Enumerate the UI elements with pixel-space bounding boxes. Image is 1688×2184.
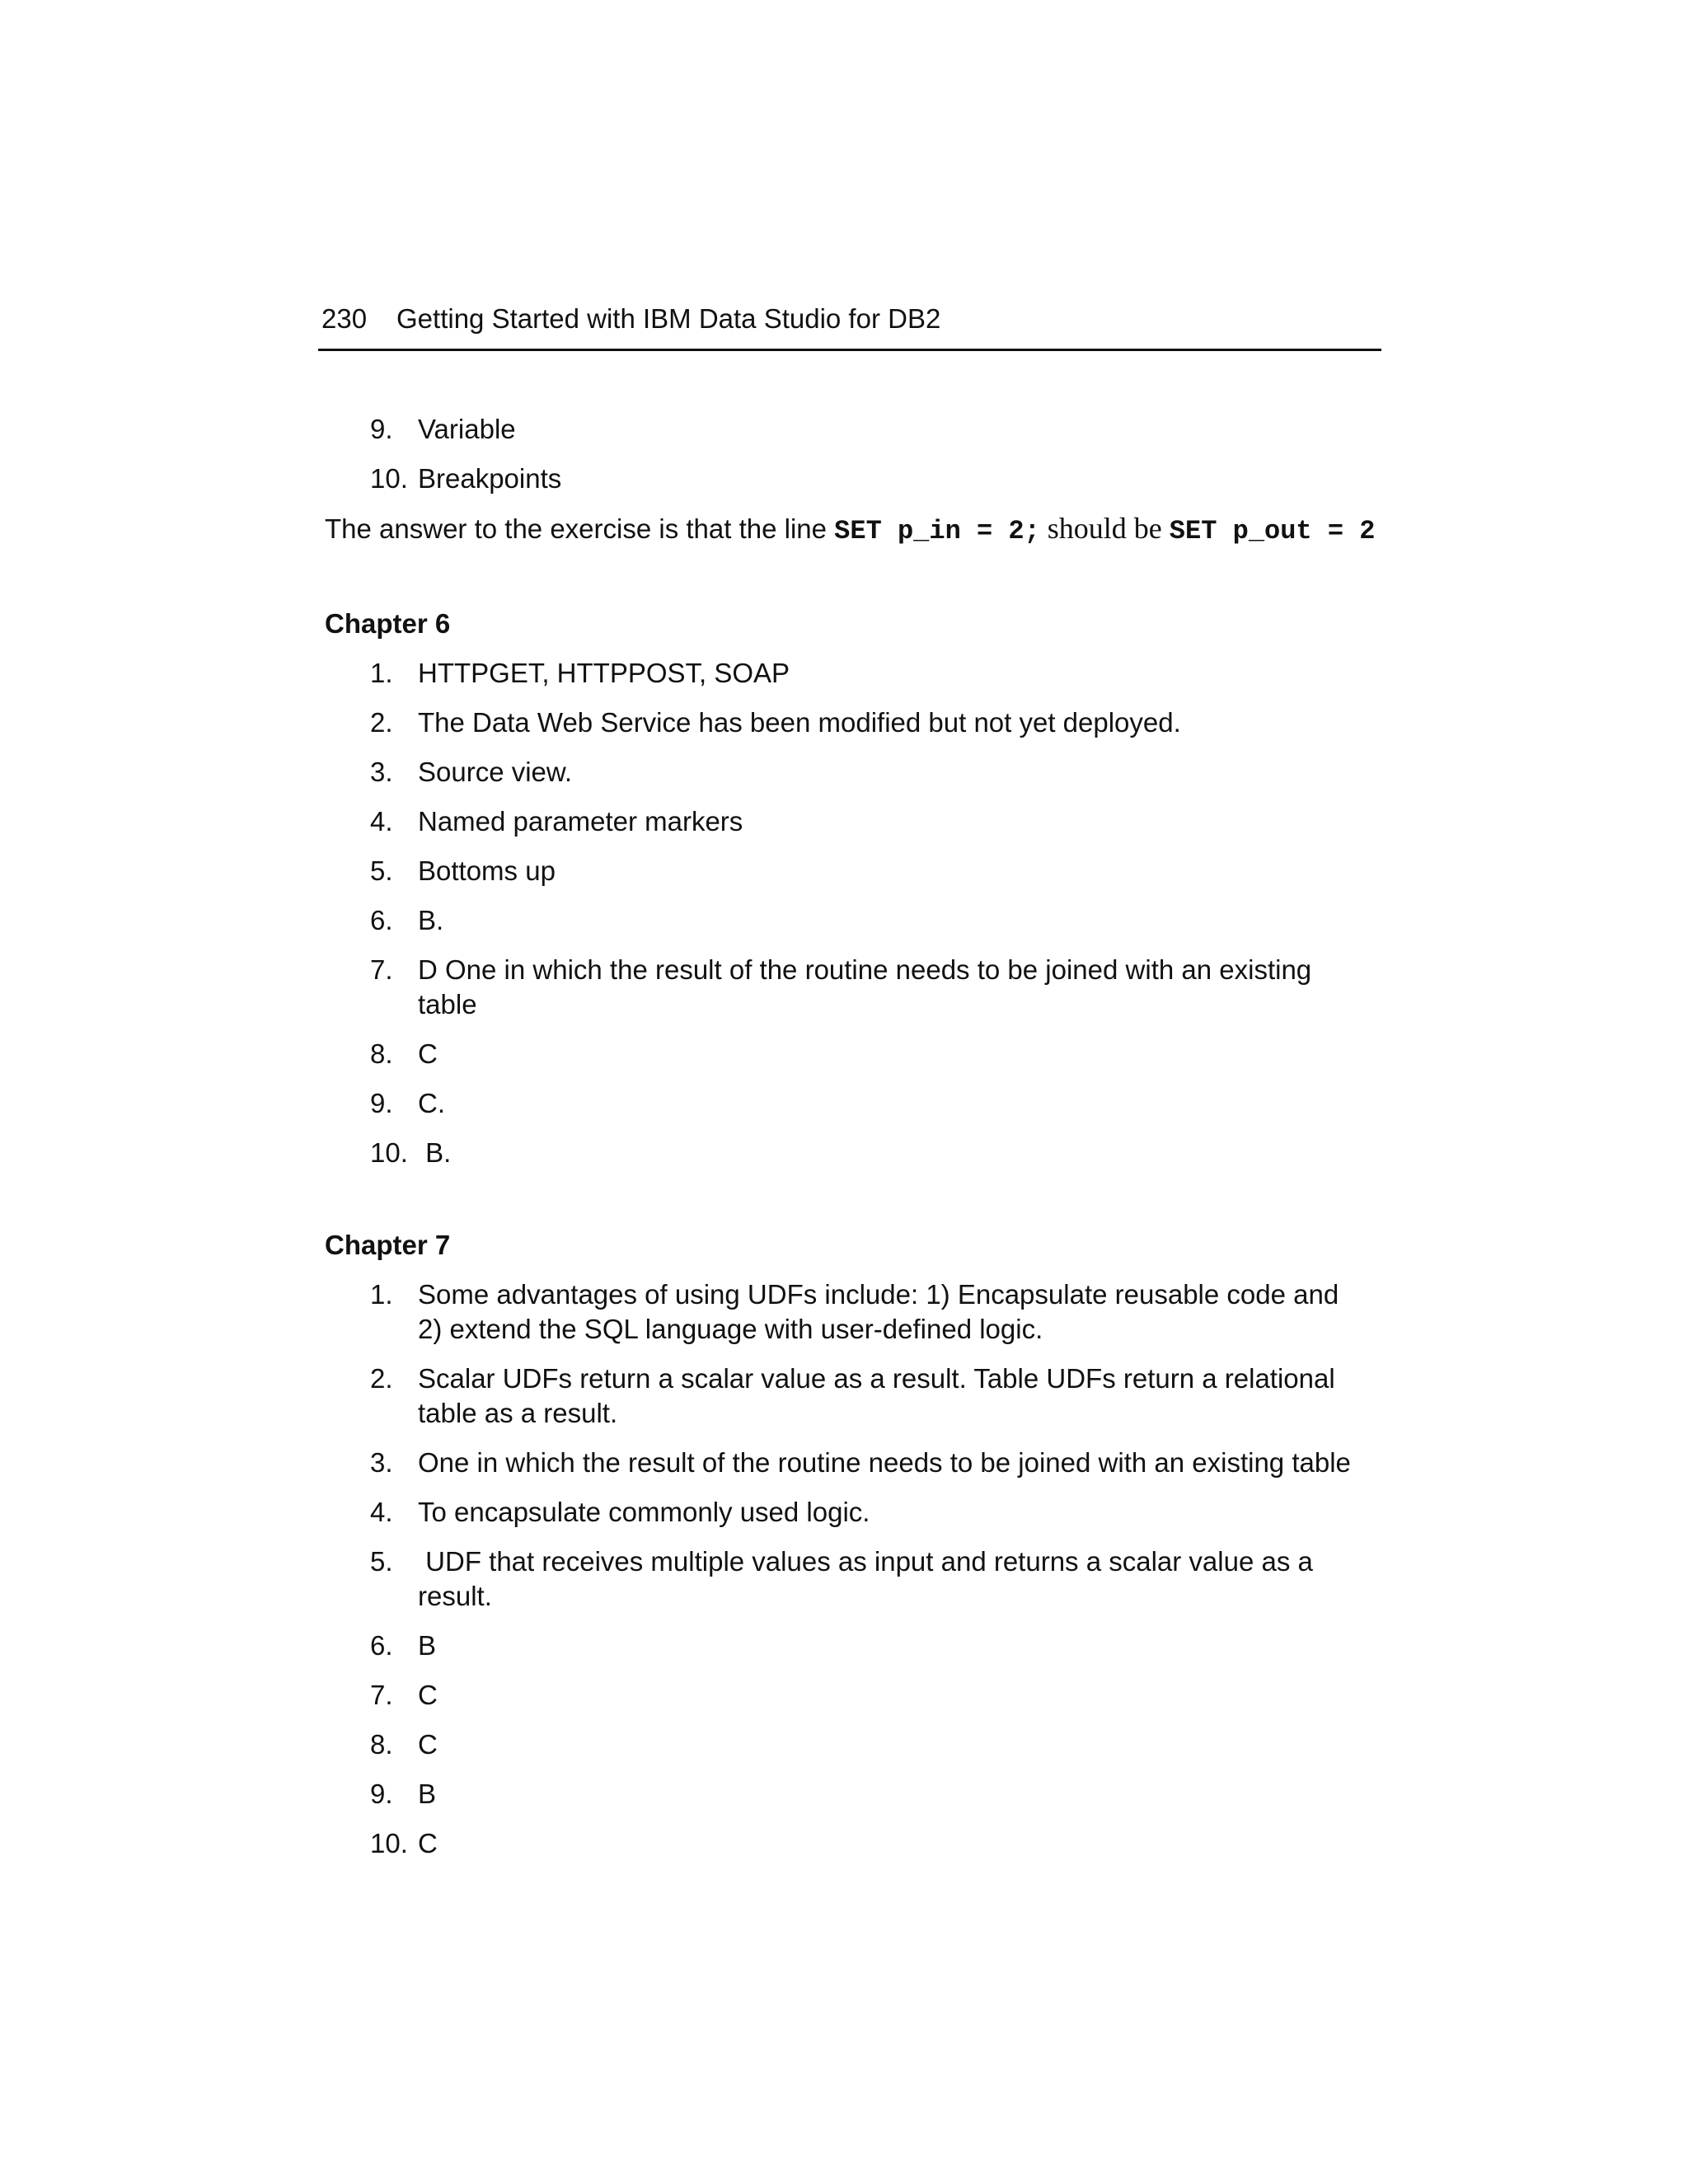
item-text: B. <box>418 905 444 935</box>
list-item <box>325 804 1388 839</box>
item-number: 5. <box>370 1546 393 1577</box>
page-header <box>318 303 1381 351</box>
item-text: Breakpoints <box>418 463 562 494</box>
item-text: Named parameter markers <box>418 806 743 837</box>
list-item <box>325 1446 1388 1480</box>
item-number: 4. <box>370 806 393 837</box>
item-number: 6. <box>370 1630 393 1661</box>
list-item <box>325 1086 1388 1121</box>
item-number: 10. <box>370 463 408 494</box>
list-item <box>325 1136 1388 1170</box>
list-item <box>325 1777 1388 1811</box>
item-number: 9. <box>370 414 393 444</box>
running-title: Getting Started with IBM Data Studio for DB2 <box>396 303 941 334</box>
item-number: 3. <box>370 1447 393 1478</box>
item-text: B <box>418 1779 437 1809</box>
item-text: B <box>418 1630 437 1661</box>
item-text: One in which the result of the routine needs to be joined with an existing table <box>418 1447 1351 1478</box>
item-text: Some advantages of using UDFs include: 1) Encapsulate reusable code and 2) extend the SQL language with user-defined logic. <box>418 1279 1339 1344</box>
item-number: 2. <box>370 1363 393 1394</box>
list-item <box>325 1037 1388 1071</box>
list-item <box>325 953 1388 1022</box>
chapter-7-answer-list <box>325 1277 1388 1861</box>
item-number: 4. <box>370 1497 393 1527</box>
item-number: 9. <box>370 1088 393 1118</box>
item-text: UDF that receives multiple values as input and returns a scalar value as a result. <box>418 1546 1321 1611</box>
item-number: 6. <box>370 905 393 935</box>
item-text: Bottoms up <box>418 855 556 886</box>
list-item <box>325 705 1388 740</box>
list-item <box>325 1544 1388 1614</box>
item-text: HTTPGET, HTTPPOST, SOAP <box>418 658 790 688</box>
item-text: C <box>418 1680 438 1710</box>
item-text: Scalar UDFs return a scalar value as a result. Table UDFs return a relational table as a result. <box>418 1363 1335 1428</box>
chapter-7-heading: Chapter 7 <box>325 1230 451 1260</box>
item-text: C <box>418 1828 438 1858</box>
answer-code-corrected: SET p_out = 2 <box>1169 516 1376 546</box>
item-number: 1. <box>370 1279 393 1310</box>
list-item <box>325 462 1388 496</box>
list-item <box>325 1727 1388 1762</box>
item-text: D One in which the result of the routine needs to be joined with an existing table <box>418 954 1312 1019</box>
item-number: 9. <box>370 1779 393 1809</box>
list-item <box>325 656 1388 691</box>
item-text: The Data Web Service has been modified but not yet deployed. <box>418 707 1181 738</box>
list-item <box>325 1826 1388 1861</box>
item-text: B. <box>418 1137 452 1168</box>
list-item <box>325 1361 1388 1431</box>
item-number: 3. <box>370 757 393 787</box>
item-text: To encapsulate commonly used logic. <box>418 1497 870 1527</box>
chapter-6-answer-list <box>325 656 1388 1170</box>
item-text: C <box>418 1038 438 1069</box>
item-number: 8. <box>370 1038 393 1069</box>
item-number: 7. <box>370 1680 393 1710</box>
item-text: Source view. <box>418 757 573 787</box>
item-number: 8. <box>370 1729 393 1760</box>
item-text: C <box>418 1729 438 1760</box>
item-text: Variable <box>418 414 516 444</box>
list-item <box>325 903 1388 938</box>
list-item <box>325 412 1388 447</box>
item-number: 10. <box>370 1137 408 1168</box>
exercise-answer <box>325 511 1388 549</box>
top-answer-list <box>325 412 1388 496</box>
item-text: C. <box>418 1088 445 1118</box>
page-content <box>325 412 1388 1876</box>
page-number: 230 <box>321 303 368 334</box>
answer-code-original: SET p_in = 2; <box>834 516 1040 546</box>
list-item <box>325 1678 1388 1713</box>
item-number: 10. <box>370 1828 408 1858</box>
item-number: 2. <box>370 707 393 738</box>
list-item <box>325 854 1388 888</box>
list-item <box>325 1277 1388 1347</box>
item-number: 5. <box>370 855 393 886</box>
list-item <box>325 1495 1388 1530</box>
answer-prefix: The answer to the exercise is that the line <box>325 513 835 544</box>
item-number: 1. <box>370 658 393 688</box>
answer-middle: should be <box>1039 512 1170 545</box>
list-item <box>325 1629 1388 1663</box>
chapter-6-heading: Chapter 6 <box>325 608 451 639</box>
item-number: 7. <box>370 954 393 985</box>
list-item <box>325 755 1388 790</box>
